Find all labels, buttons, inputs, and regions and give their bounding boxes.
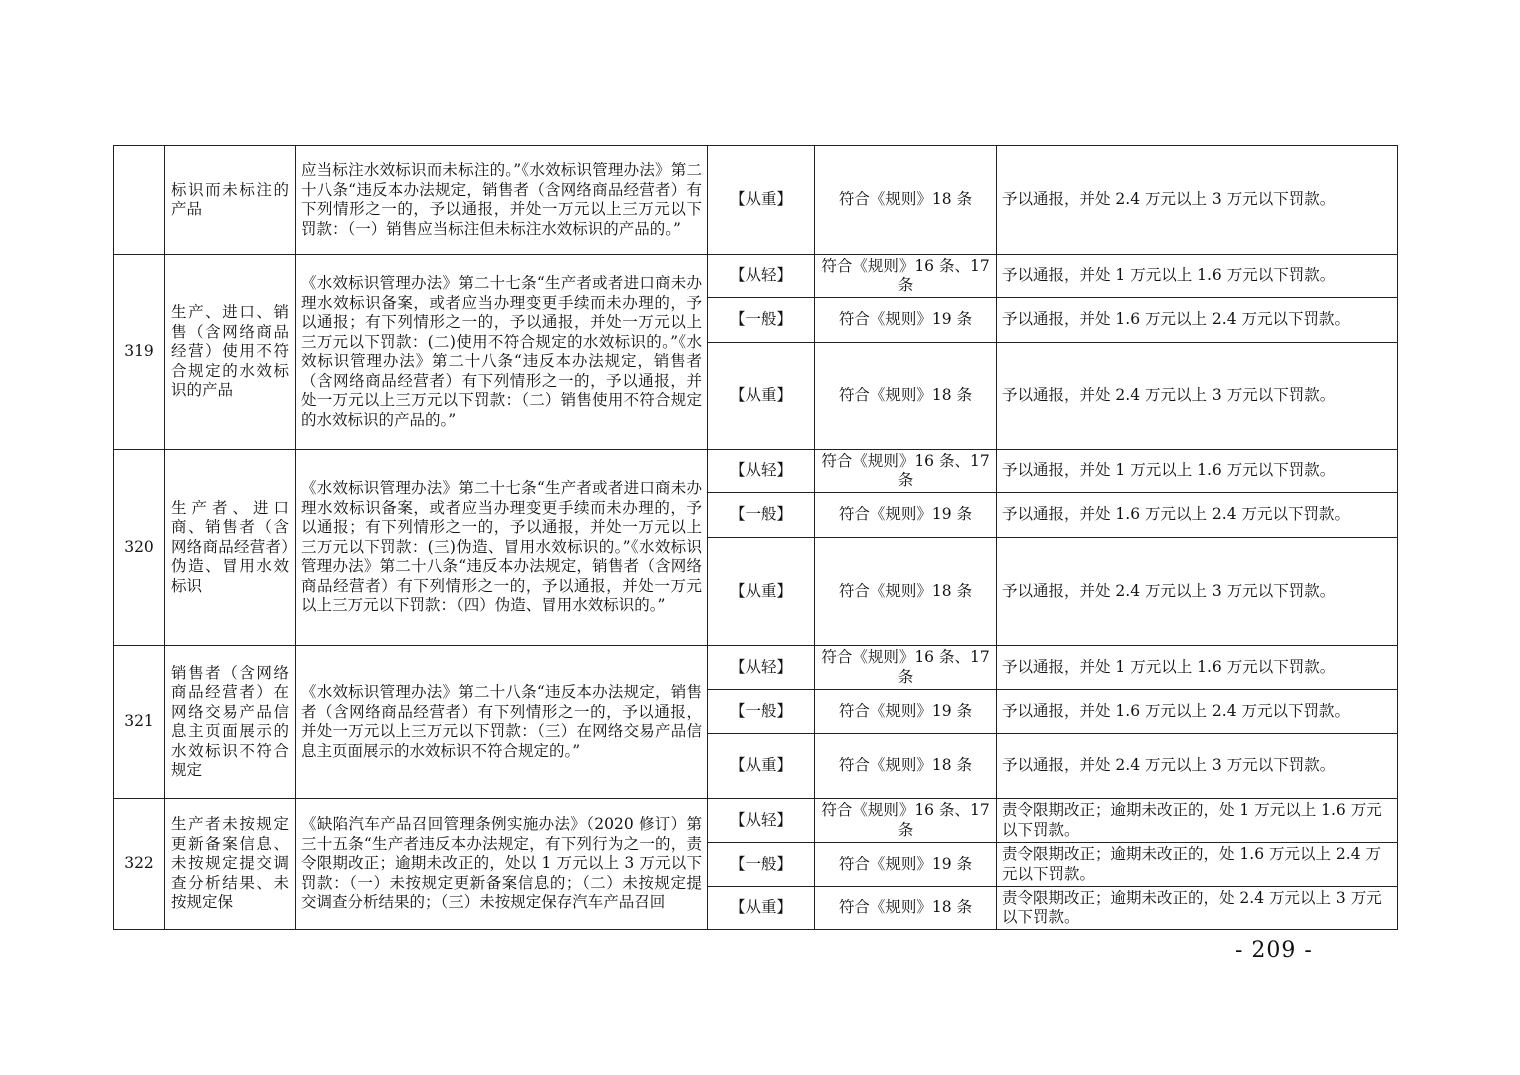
penalty-standard: 予以通报，并处 2.4 万元以上 3 万元以下罚款。 [997, 538, 1398, 646]
row-number: 321 [114, 646, 165, 799]
discretion-level: 【从轻】 [708, 450, 815, 493]
applicable-condition: 符合《规则》18 条 [815, 538, 997, 646]
discretion-level: 【一般】 [708, 690, 815, 734]
penalty-standard: 予以通报，并处 1 万元以上 1.6 万元以下罚款。 [997, 646, 1398, 690]
applicable-condition: 符合《规则》19 条 [815, 298, 997, 343]
table-row [114, 646, 1398, 690]
penalty-standard: 责令限期改正；逾期未改正的，处 1.6 万元以上 2.4 万元以下罚款。 [997, 843, 1398, 887]
applicable-condition: 符合《规则》19 条 [815, 493, 997, 538]
discretion-level: 【从轻】 [708, 255, 815, 298]
discretion-level: 【从重】 [708, 343, 815, 450]
row-number [114, 146, 165, 255]
table-row [114, 799, 1398, 843]
applicable-condition: 符合《规则》18 条 [815, 146, 997, 255]
penalty-standard: 予以通报，并处 1 万元以上 1.6 万元以下罚款。 [997, 255, 1398, 298]
discretion-level: 【一般】 [708, 298, 815, 343]
violation-item: 销售者（含网络商品经营者）在网络交易产品信息主页面展示的水效标识不符合规定 [165, 646, 296, 799]
legal-basis: 《水效标识管理办法》第二十七条“生产者或者进口商未办理水效标识备案，或者应当办理变更手续而未办理的，予以通报；有下列情形之一的，予以通报，并处一万元以上三万元以下罚款：(二)使用不符合规定的水效标识的。”《水效标识管理办法》第二十八条“违反本办法规定，销售者（含网络商品经营者）有下列情形之一的，予以通报，并处一万元以上三万元以下罚款：（二）销售使用不符合规定的水效标识的产品的。” [296, 255, 708, 450]
discretion-level: 【从重】 [708, 538, 815, 646]
penalty-standard: 予以通报，并处 2.4 万元以上 3 万元以下罚款。 [997, 734, 1398, 799]
applicable-condition: 符合《规则》16 条、17 条 [815, 450, 997, 493]
applicable-condition: 符合《规则》19 条 [815, 690, 997, 734]
discretion-level: 【一般】 [708, 493, 815, 538]
penalty-table [113, 145, 1398, 930]
applicable-condition: 符合《规则》18 条 [815, 734, 997, 799]
discretion-level: 【从重】 [708, 734, 815, 799]
row-number: 320 [114, 450, 165, 646]
applicable-condition: 符合《规则》16 条、17 条 [815, 255, 997, 298]
violation-item: 标识而未标注的产品 [165, 146, 296, 255]
legal-basis: 《水效标识管理办法》第二十七条“生产者或者进口商未办理水效标识备案，或者应当办理变更手续而未办理的，予以通报；有下列情形之一的，予以通报，并处一万元以上三万元以下罚款：(三)伪造、冒用水效标识的。”《水效标识管理办法》第二十八条“违反本办法规定，销售者（含网络商品经营者）有下列情形之一的，予以通报，并处一万元以上三万元以下罚款：（四）伪造、冒用水效标识的。” [296, 450, 708, 646]
penalty-standard: 予以通报，并处 1.6 万元以上 2.4 万元以下罚款。 [997, 493, 1398, 538]
applicable-condition: 符合《规则》19 条 [815, 843, 997, 887]
applicable-condition: 符合《规则》16 条、17 条 [815, 646, 997, 690]
discretion-level: 【从轻】 [708, 646, 815, 690]
row-number: 322 [114, 799, 165, 930]
discretion-level: 【从重】 [708, 887, 815, 930]
penalty-standard: 予以通报，并处 2.4 万元以上 3 万元以下罚款。 [997, 146, 1398, 255]
applicable-condition: 符合《规则》18 条 [815, 343, 997, 450]
violation-item: 生产者未按规定更新备案信息、未按规定提交调查分析结果、未按规定保 [165, 799, 296, 930]
penalty-standard: 予以通报，并处 1 万元以上 1.6 万元以下罚款。 [997, 450, 1398, 493]
discretion-level: 【从轻】 [708, 799, 815, 843]
page-number: - 209 - [1235, 938, 1313, 963]
penalty-standard: 予以通报，并处 1.6 万元以上 2.4 万元以下罚款。 [997, 690, 1398, 734]
penalty-standard: 予以通报，并处 1.6 万元以上 2.4 万元以下罚款。 [997, 298, 1398, 343]
legal-basis: 应当标注水效标识而未标注的。”《水效标识管理办法》第二十八条“违反本办法规定，销售者（含网络商品经营者）有下列情形之一的，予以通报，并处一万元以上三万元以下罚款：（一）销售应当标注但未标注水效标识的产品的。” [296, 146, 708, 255]
penalty-standard: 责令限期改正；逾期未改正的，处 2.4 万元以上 3 万元以下罚款。 [997, 887, 1398, 930]
table-row [114, 450, 1398, 493]
row-number: 319 [114, 255, 165, 450]
violation-item: 生产者、进口商、销售者（含网络商品经营者）伪造、冒用水效标识 [165, 450, 296, 646]
legal-basis: 《水效标识管理办法》第二十八条“违反本办法规定，销售者（含网络商品经营者）有下列情形之一的，予以通报，并处一万元以上三万元以下罚款：（三）在网络交易产品信息主页面展示的水效标识不符合规定的。” [296, 646, 708, 799]
discretion-level: 【一般】 [708, 843, 815, 887]
table-row [114, 146, 1398, 255]
legal-basis: 《缺陷汽车产品召回管理条例实施办法》（2020 修订）第三十五条“生产者违反本办法规定，有下列行为之一的，责令限期改正；逾期未改正的，处以 1 万元以上 3 万元以下罚款：（一）未按规定更新备案信息的；（二）未按规定提交调查分析结果的；（三）未按规定保存汽车产品召回 [296, 799, 708, 930]
penalty-standard: 责令限期改正；逾期未改正的，处 1 万元以上 1.6 万元以下罚款。 [997, 799, 1398, 843]
penalty-standard: 予以通报，并处 2.4 万元以上 3 万元以下罚款。 [997, 343, 1398, 450]
violation-item: 生产、进口、销售（含网络商品经营）使用不符合规定的水效标识的产品 [165, 255, 296, 450]
discretion-level: 【从重】 [708, 146, 815, 255]
applicable-condition: 符合《规则》16 条、17 条 [815, 799, 997, 843]
applicable-condition: 符合《规则》18 条 [815, 887, 997, 930]
table-row [114, 255, 1398, 298]
